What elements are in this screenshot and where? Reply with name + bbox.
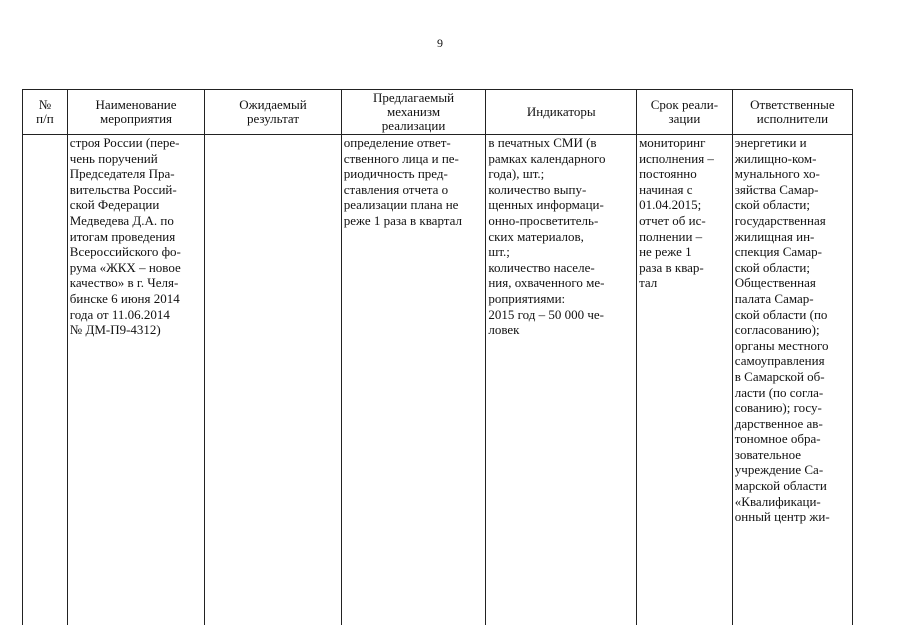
header-event-name: Наименование мероприятия [67,90,204,135]
page-number: 9 [437,36,443,50]
header-indicators: Индикаторы [486,90,637,135]
cell-number [23,135,68,626]
cell-term: мониторинг исполнения – постоянно начиная с 01.04.2015; отчет об ис- полнении – не реже 1 раза в квар- тал [637,135,733,626]
cell-mechanism: определение ответ- ственного лица и пе- риодичность пред- ставления отчета о реализации плана не реже 1 раза в квартал [341,135,486,626]
table-row [23,135,853,626]
header-responsible: Ответственные исполнители [732,90,852,135]
cell-expected-result [205,135,341,626]
cell-event-name: строя России (пере- чень поручений Председателя Пра- вительства Россий- ской Федерации Медведева Д.А. по итогам проведения Всероссийского фо- рума «ЖКХ – новое качество» в г. Челя- бинске 6 июня 2014 года от 11.06.2014 № ДМ-П9-4312) [67,135,204,626]
table-header-row [23,90,853,135]
header-expected-result: Ожидаемый результат [205,90,341,135]
header-mechanism: Предлагаемый механизм реализации [341,90,486,135]
plan-table [22,89,853,625]
header-term: Срок реали- зации [637,90,733,135]
cell-indicators: в печатных СМИ (в рамках календарного года), шт.; количество выпу- щенных информаци- онно-просветитель- ских материалов, шт.; количество населе- ния, охваченного ме- роприятиями: 2015 год – 50 000 че- ловек [486,135,637,626]
header-number: № п/п [23,90,68,135]
cell-responsible: энергетики и жилищно-ком- мунального хо- зяйства Самар- ской области; государственная жилищная ин- спекция Самар- ской области; Общественная палата Самар- ской области (по согласованию); органы местного самоуправления в Самарской об- ласти (по согла- сованию); госу- дарственное ав- тономное обра- зовательное учреждение Са- марской области «Квалификаци- онный центр жи- [732,135,852,626]
